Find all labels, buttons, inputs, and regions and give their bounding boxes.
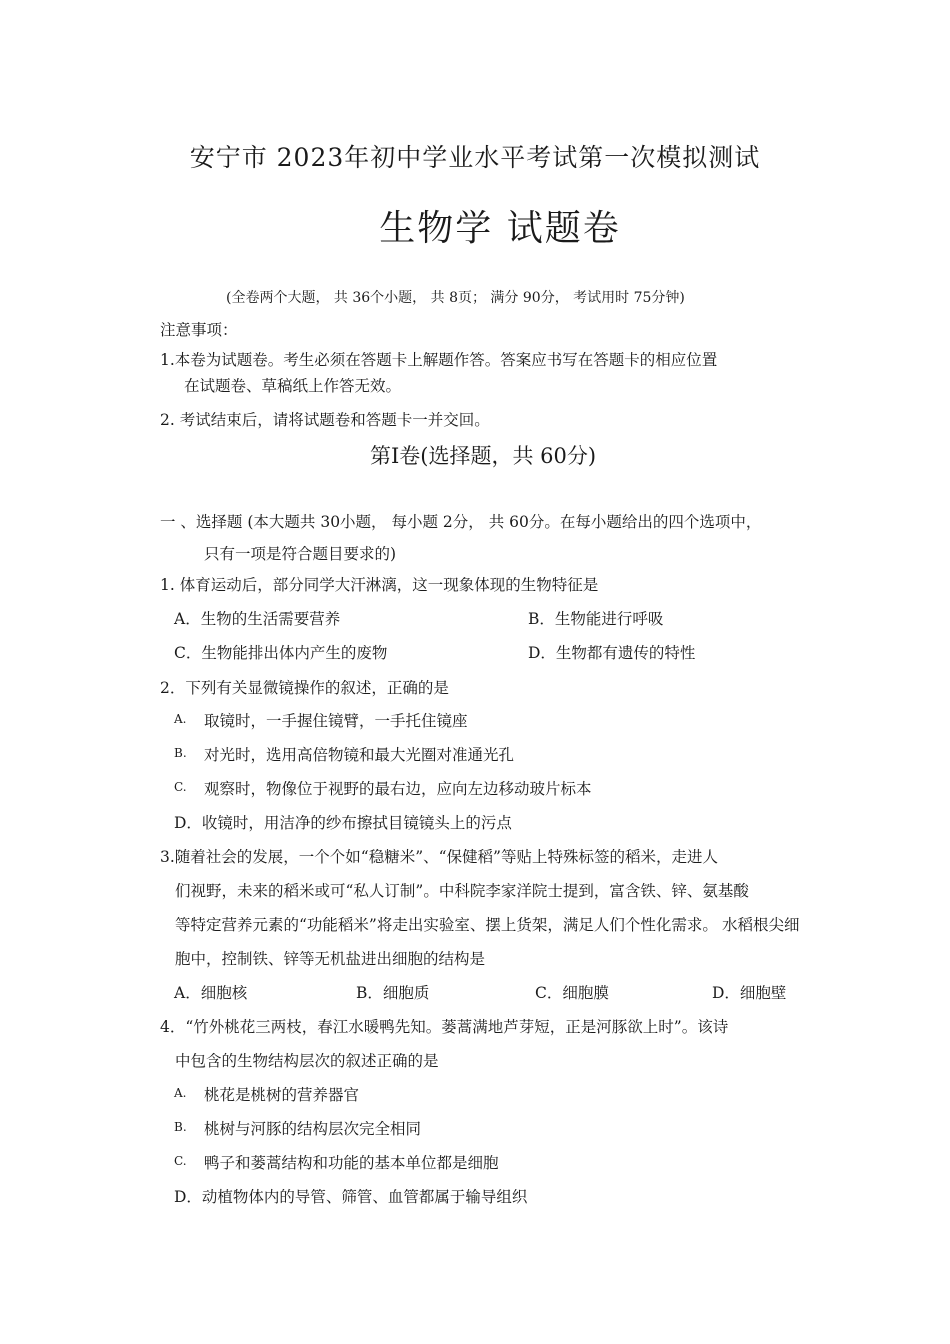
question-3-option-d: D．细胞壁 [712, 984, 787, 1002]
question-3-stem-line-3: 等特定营养元素的“功能稻米”将走出实验室、摆上货架，满足人们个性化需求。 [175, 916, 718, 934]
exam-info: (全卷两个大题， 共 36个小题， 共 8页； 满分 90分， 考试用时 75分钟) [226, 290, 685, 306]
question-2-option-b: 对光时，选用高倍物镜和最大光圈对准通光孔 [204, 746, 515, 764]
question-1-stem: 1. 体育运动后，部分同学大汗淋漓，这一现象体现的生物特征是 [160, 576, 599, 594]
question-2-option-c: 观察时，物像位于视野的最右边，应向左边移动玻片标本 [204, 780, 592, 798]
question-3-stem-line-3-tail: 水稻根尖细 [722, 916, 800, 934]
notice-item-2: 2. 考试结束后，请将试题卷和答题卡一并交回。 [160, 411, 490, 429]
section-instructions-line-2: 只有一项是符合题目要求的) [204, 545, 397, 563]
question-3-option-a: A．细胞核 [174, 984, 248, 1002]
question-2-option-d: D．收镜时，用洁净的纱布擦拭目镜镜头上的污点 [174, 814, 512, 832]
question-3-option-b: B．细胞质 [356, 984, 430, 1002]
question-4-option-b: 桃树与河豚的结构层次完全相同 [204, 1120, 422, 1138]
question-2-option-b-letter: B. [174, 746, 187, 760]
question-1-option-c: C．生物能排出体内产生的废物 [174, 644, 388, 662]
question-3-stem-line-2: 们视野，未来的稻米或可“私人订制”。中科院李家洋院士提到，富含铁、锌、氨基酸 [175, 882, 749, 900]
question-4-option-c: 鸭子和蒌蒿结构和功能的基本单位都是细胞 [204, 1154, 499, 1172]
notice-item-1-line-1: 1.本卷为试题卷。考生必须在答题卡上解题作答。答案应书写在答题卡的相应位置 [160, 351, 718, 369]
question-4-option-d: D．动植物体内的导管、筛管、血管都属于输导组织 [174, 1188, 528, 1206]
question-1-option-a: A．生物的生活需要营养 [174, 610, 341, 628]
question-1-option-b: B．生物能进行呼吸 [528, 610, 664, 628]
question-4-stem-line-1: 4．“竹外桃花三两枝，春江水暖鸭先知。蒌蒿满地芦芽短，正是河豚欲上时”。该诗 [160, 1018, 729, 1036]
notice-heading: 注意事项： [160, 321, 238, 339]
part-title: 第I卷(选择题，共 60分) [369, 444, 597, 468]
question-4-stem-line-2: 中包含的生物结构层次的叙述正确的是 [175, 1052, 439, 1070]
subject-title: 生物学 试题卷 [379, 208, 621, 249]
question-3-stem-line-4: 胞中，控制铁、锌等无机盐进出细胞的结构是 [175, 950, 486, 968]
question-2-stem: 2．下列有关显微镜操作的叙述，正确的是 [160, 679, 449, 697]
question-1-option-d: D．生物都有遗传的特性 [528, 644, 696, 662]
question-4-option-c-letter: C. [174, 1154, 187, 1168]
question-3-option-c: C．细胞膜 [535, 984, 609, 1002]
question-4-option-a: 桃花是桃树的营养器官 [204, 1086, 360, 1104]
question-3-stem-line-1: 3.随着社会的发展，一个个如“稳糖米”、“保健稻”等贴上特殊标签的稻米，走进人 [160, 848, 718, 866]
question-2-option-a-letter: A. [174, 712, 187, 726]
question-4-option-a-letter: A. [174, 1086, 187, 1100]
section-instructions-line-1: 一 、选择题 (本大题共 30小题， 每小题 2分， 共 60分。在每小题给出的四个选项中， [160, 513, 762, 531]
exam-title: 安宁市 2023年初中学业水平考试第一次模拟测试 [189, 143, 761, 172]
question-4-option-b-letter: B. [174, 1120, 187, 1134]
notice-item-1-line-2: 在试题卷、草稿纸上作答无效。 [184, 377, 402, 395]
question-2-option-a: 取镜时，一手握住镜臂，一手托住镜座 [204, 712, 468, 730]
question-2-option-c-letter: C. [174, 780, 187, 794]
